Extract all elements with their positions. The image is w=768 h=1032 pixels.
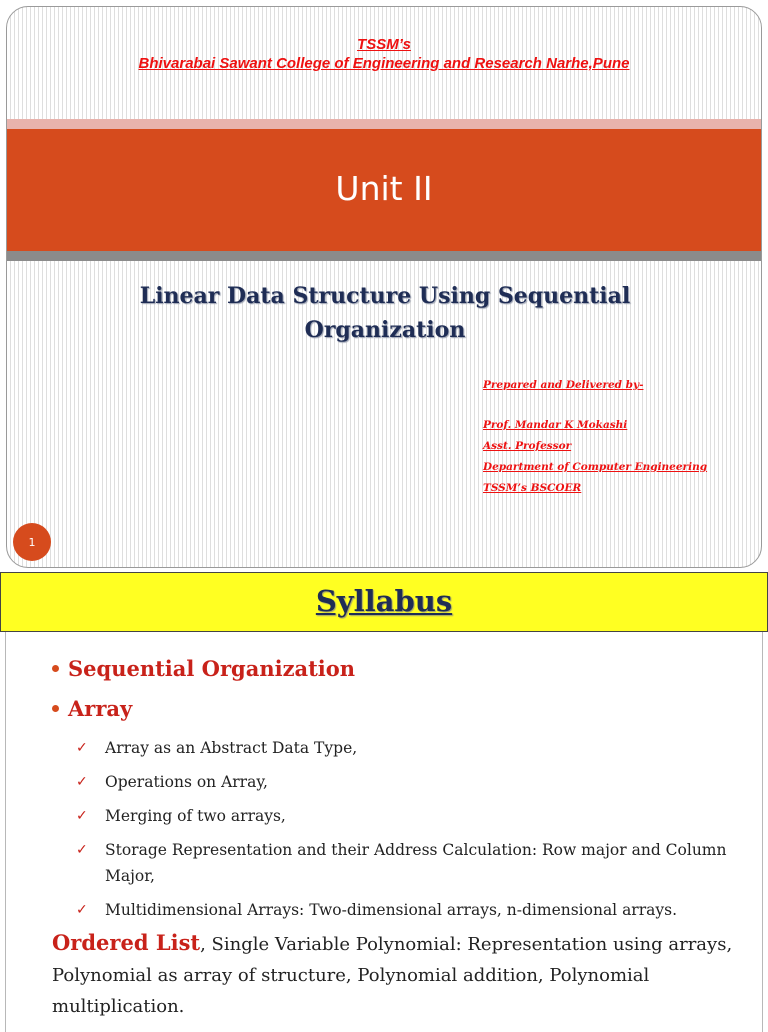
college-header [7,35,761,73]
credits-designation: Asst. Professor [483,440,572,452]
credits-name: Prof. Mandar K Mokashi [483,419,628,431]
credits-block [483,375,707,499]
checkmark-icon: ✓ [76,808,88,824]
ordered-list-label: Ordered List [52,930,201,955]
list-item [76,803,736,829]
checkmark-icon: ✓ [76,842,88,858]
ordered-list-paragraph [52,927,752,1022]
syllabus-slide [0,572,768,1024]
title-band [7,129,761,251]
list-item-text: Storage Representation and their Address Calculation: Row major and Column Major, [105,841,727,885]
credits-institute: TSSM’s BSCOER [483,482,582,494]
header-line-2: Bhivarabai Sawant College of Engineering and Research Narhe,Pune [138,55,630,72]
list-item [76,769,736,795]
unit-title: Unit II [335,168,433,208]
header-line-1: TSSM’s [357,36,411,53]
bullet-dot-icon [52,665,59,672]
ordered-list-text: , Single Variable Polynomial: Representation using arrays, Polynomial as array of structure, Polynomial addition, Polynomial multiplication. [52,934,733,1017]
syllabus-title: Syllabus [315,584,453,618]
checkmark-icon: ✓ [76,774,88,790]
bullet-label: Sequential Organization [68,656,356,681]
list-item-text: Multidimensional Arrays: Two-dimensional arrays, n-dimensional arrays. [105,901,678,919]
array-sub-list [76,735,736,931]
title-slide [6,6,762,568]
subtitle-line-1: Linear Data Structure Using Sequential [139,283,631,309]
bullet-sequential-organization [52,656,355,681]
credits-department: Department of Computer Engineering [483,461,708,473]
list-item-text: Merging of two arrays, [105,807,286,825]
list-item [76,837,736,889]
slide-subtitle [97,279,673,347]
bullet-dot-icon [52,705,59,712]
checkmark-icon: ✓ [76,740,88,756]
slide-number-badge: 1 [13,523,51,561]
subtitle-line-2: Organization [304,317,466,343]
credits-gap [483,396,707,415]
pink-strip [7,119,761,129]
list-item-text: Array as an Abstract Data Type, [105,739,358,757]
list-item-text: Operations on Array, [105,773,268,791]
list-item [76,735,736,761]
credits-prepared: Prepared and Delivered by- [483,379,644,391]
checkmark-icon: ✓ [76,902,88,918]
gray-strip [7,251,761,261]
bullet-array [52,696,132,721]
list-item [76,897,736,923]
bullet-label: Array [68,696,133,721]
syllabus-banner [0,572,768,632]
